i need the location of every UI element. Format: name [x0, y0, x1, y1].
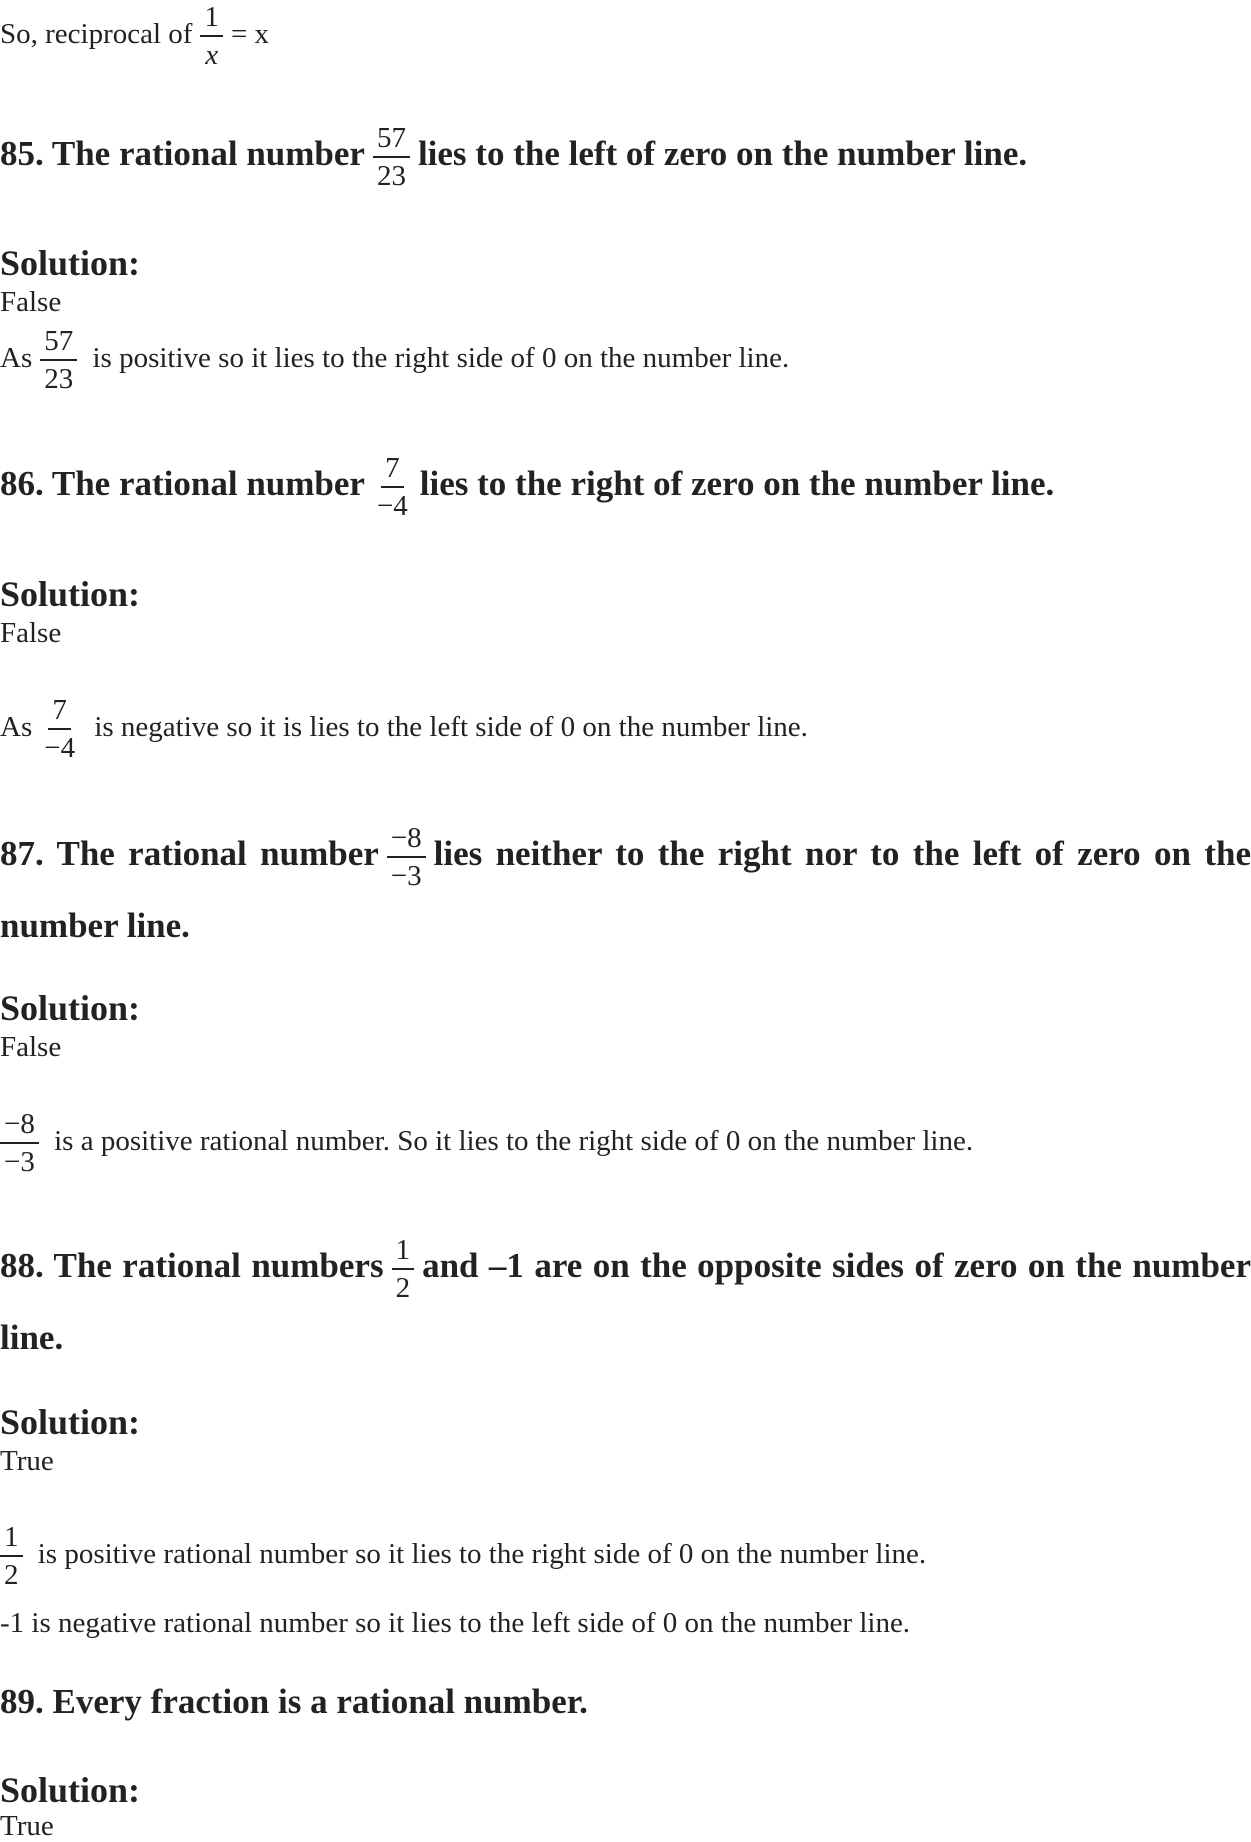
denominator: −3: [390, 859, 422, 892]
numerator: 1: [0, 1522, 23, 1557]
question-85: [0, 119, 1251, 191]
explanation-2: -1 is negative rational number so it lies to the left side of 0 on the number line.: [0, 1607, 911, 1639]
intro-text: So, reciprocal of: [0, 18, 193, 51]
numerator: 57: [40, 326, 77, 361]
intro-line: [0, 2, 1251, 71]
fraction: [387, 823, 426, 892]
ex-text: is positive so it lies to the right side of 0 on the number line.: [92, 342, 790, 375]
solution-heading: Solution:: [0, 243, 141, 283]
question-text: 87. The rational number: [0, 834, 379, 873]
solution-heading: Solution:: [0, 1770, 141, 1810]
fraction: [392, 1235, 415, 1304]
question-text: 85. The rational number: [0, 134, 365, 173]
denominator: −3: [4, 1146, 35, 1179]
answer: False: [0, 617, 62, 649]
fraction: [40, 695, 79, 764]
denominator: x: [205, 39, 219, 72]
answer: True: [0, 1810, 54, 1842]
question-text: 86. The rational number: [0, 464, 365, 503]
question-88: [0, 1231, 1251, 1373]
fraction: [40, 326, 77, 395]
solution-heading: Solution:: [0, 1402, 141, 1442]
numerator: 7: [48, 695, 71, 730]
numerator: −8: [387, 823, 426, 858]
solution-heading: Solution:: [0, 988, 141, 1028]
question-text: 88. The rational numbers: [0, 1246, 384, 1285]
solution-heading: Solution:: [0, 574, 141, 614]
fraction: [373, 123, 410, 192]
question-87: [0, 819, 1251, 961]
numerator: 1: [392, 1235, 415, 1270]
fraction: [373, 453, 412, 522]
question-89: 89. Every fraction is a rational number.: [0, 1682, 588, 1721]
numerator: 57: [373, 123, 410, 158]
explanation: [0, 1522, 1251, 1591]
intro-tail: = x: [230, 18, 270, 51]
fraction: [0, 1109, 39, 1178]
denominator: 23: [376, 159, 406, 192]
answer: False: [0, 1031, 62, 1063]
numerator: 7: [381, 453, 404, 488]
question-text: lies neither to the right nor to the left of zero on the number line.: [0, 834, 1251, 946]
explanation: [0, 695, 1251, 764]
numerator: −8: [0, 1109, 39, 1144]
question-text: lies to the right of zero on the number line.: [419, 464, 1055, 503]
denominator: 2: [395, 1271, 411, 1304]
fraction: [0, 1522, 23, 1591]
numerator: 1: [200, 2, 223, 37]
explanation: [0, 326, 1251, 395]
question-86: [0, 449, 1251, 521]
question-text: and –1 are on the opposite sides of zero on the number line.: [0, 1246, 1251, 1358]
denominator: 2: [4, 1559, 19, 1592]
explanation: [0, 1109, 1251, 1178]
ex-text: As: [0, 711, 33, 744]
denominator: −4: [376, 489, 408, 522]
fraction: [200, 2, 223, 71]
denominator: −4: [44, 732, 76, 765]
question-text: lies to the left of zero on the number line.: [417, 134, 1028, 173]
denominator: 23: [44, 363, 74, 396]
ex-text: is positive rational number so it lies to the right side of 0 on the number line.: [37, 1538, 927, 1571]
ex-text: As: [0, 342, 33, 375]
ex-text: is a positive rational number. So it lies to the right side of 0 on the number line.: [54, 1125, 974, 1158]
ex-text: is negative so it is lies to the left side of 0 on the number line.: [94, 711, 808, 744]
answer: False: [0, 286, 62, 318]
answer: True: [0, 1445, 54, 1477]
